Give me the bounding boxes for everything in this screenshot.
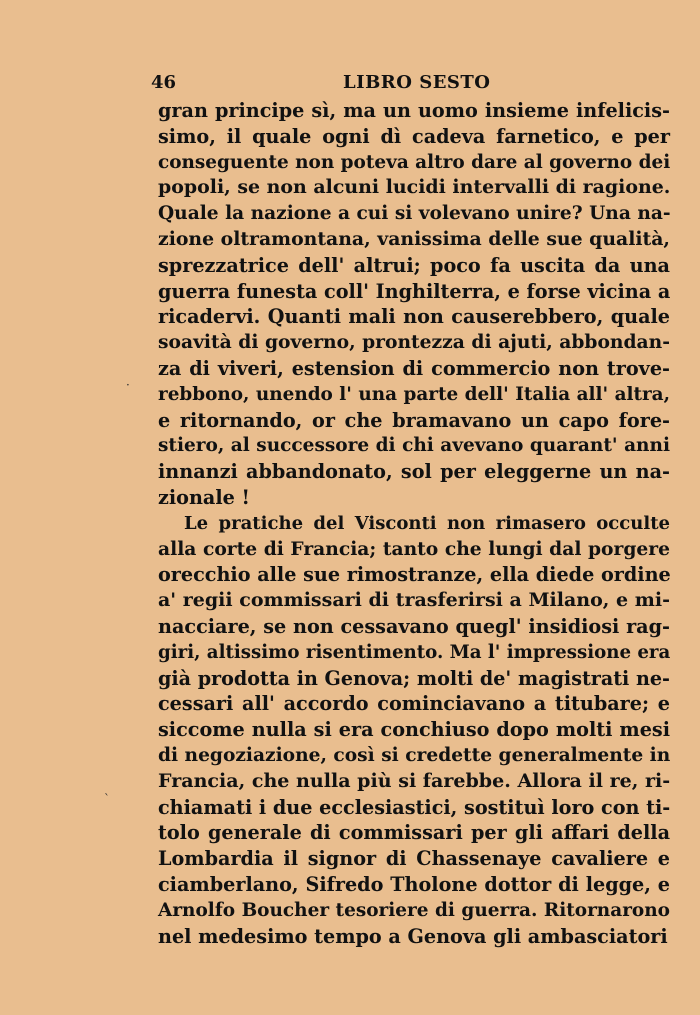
running-head: LIBRO SESTO [343,72,491,93]
text-line: nel medesimo tempo a Genova gli ambasciatori [158,924,668,948]
text-line: giri, altissimo risentimento. Ma l' impressione era [158,641,671,663]
text-line: soavità di governo, prontezza di ajuti, abbondan- [158,331,670,354]
text-line: ciamberlano, Sifredo Tholone dottor di legge, e [158,872,670,896]
text-line: Le pratiche del Visconti non rimasero occulte [184,512,670,534]
text-line: Arnolfo Boucher tesoriere di guerra. Ritornarono [158,899,670,921]
text-line: già prodotta in Genova; molti de' magistrati ne- [158,666,670,690]
text-line: popoli, se non alcuni lucidi intervalli di ragione. [158,176,671,199]
page-header [151,72,670,98]
text-line: orecchio alle sue rimostranze, ella diede ordine [158,563,671,587]
margin-tick: ˋ [104,792,110,806]
text-line: innanzi abbandonato, sol per eleggerne un na- [158,460,670,484]
text-line: alla corte di Francia; tanto che lungi dal porgere [158,537,670,560]
page-number: 46 [151,72,177,93]
margin-speck: · [126,378,130,392]
body-text [158,98,670,949]
text-line: tolo generale di commissari per gli affari della [158,821,670,845]
text-line: guerra funesta coll' Inghilterra, e forse vicina a [158,279,671,303]
text-line: conseguente non poteva altro dare al governo dei [158,151,671,173]
text-line: Lombardia il signor di Chassenaye cavaliere e [158,847,670,871]
text-line: zione oltramontana, vanissima delle sue qualità, [158,227,670,250]
text-line: sprezzatrice dell' altrui; poco fa uscita da una [158,253,670,277]
text-line: chiamati i due ecclesiastici, sostituì loro con ti- [158,795,671,819]
text-line: e ritornando, or che bramavano un capo fore- [158,408,670,432]
text-line: stiero, al successore di chi avevano quarant' anni [158,435,670,457]
text-line: a' regii commissari di trasferirsi a Milano, e mi- [158,589,670,612]
text-line: Francia, che nulla più si farebbe. Allora il re, ri- [158,769,671,792]
text-line: za di viveri, estension di commercio non trove- [158,356,670,380]
text-line: simo, il quale ogni dì cadeva farnetico, e per [158,124,670,148]
text-line: Quale la nazione a cui si volevano unire? Una na- [158,203,671,225]
text-line: ricadervi. Quanti mali non causerebbero, quale [158,305,670,329]
text-line: zionale ! [158,485,250,509]
text-line: cessari all' accordo cominciavano a titubare; e [158,692,670,716]
text-line: nacciare, se non cessavano quegl' insidiosi rag- [158,614,670,638]
text-line: siccome nulla si era conchiuso dopo molti mesi [158,718,670,742]
text-line: gran principe sì, ma un uomo insieme infelicis- [158,99,670,122]
text-line: rebbono, unendo l' una parte dell' Italia all' altra, [158,383,670,405]
text-line: di negoziazione, così si credette generalmente in [158,744,671,766]
